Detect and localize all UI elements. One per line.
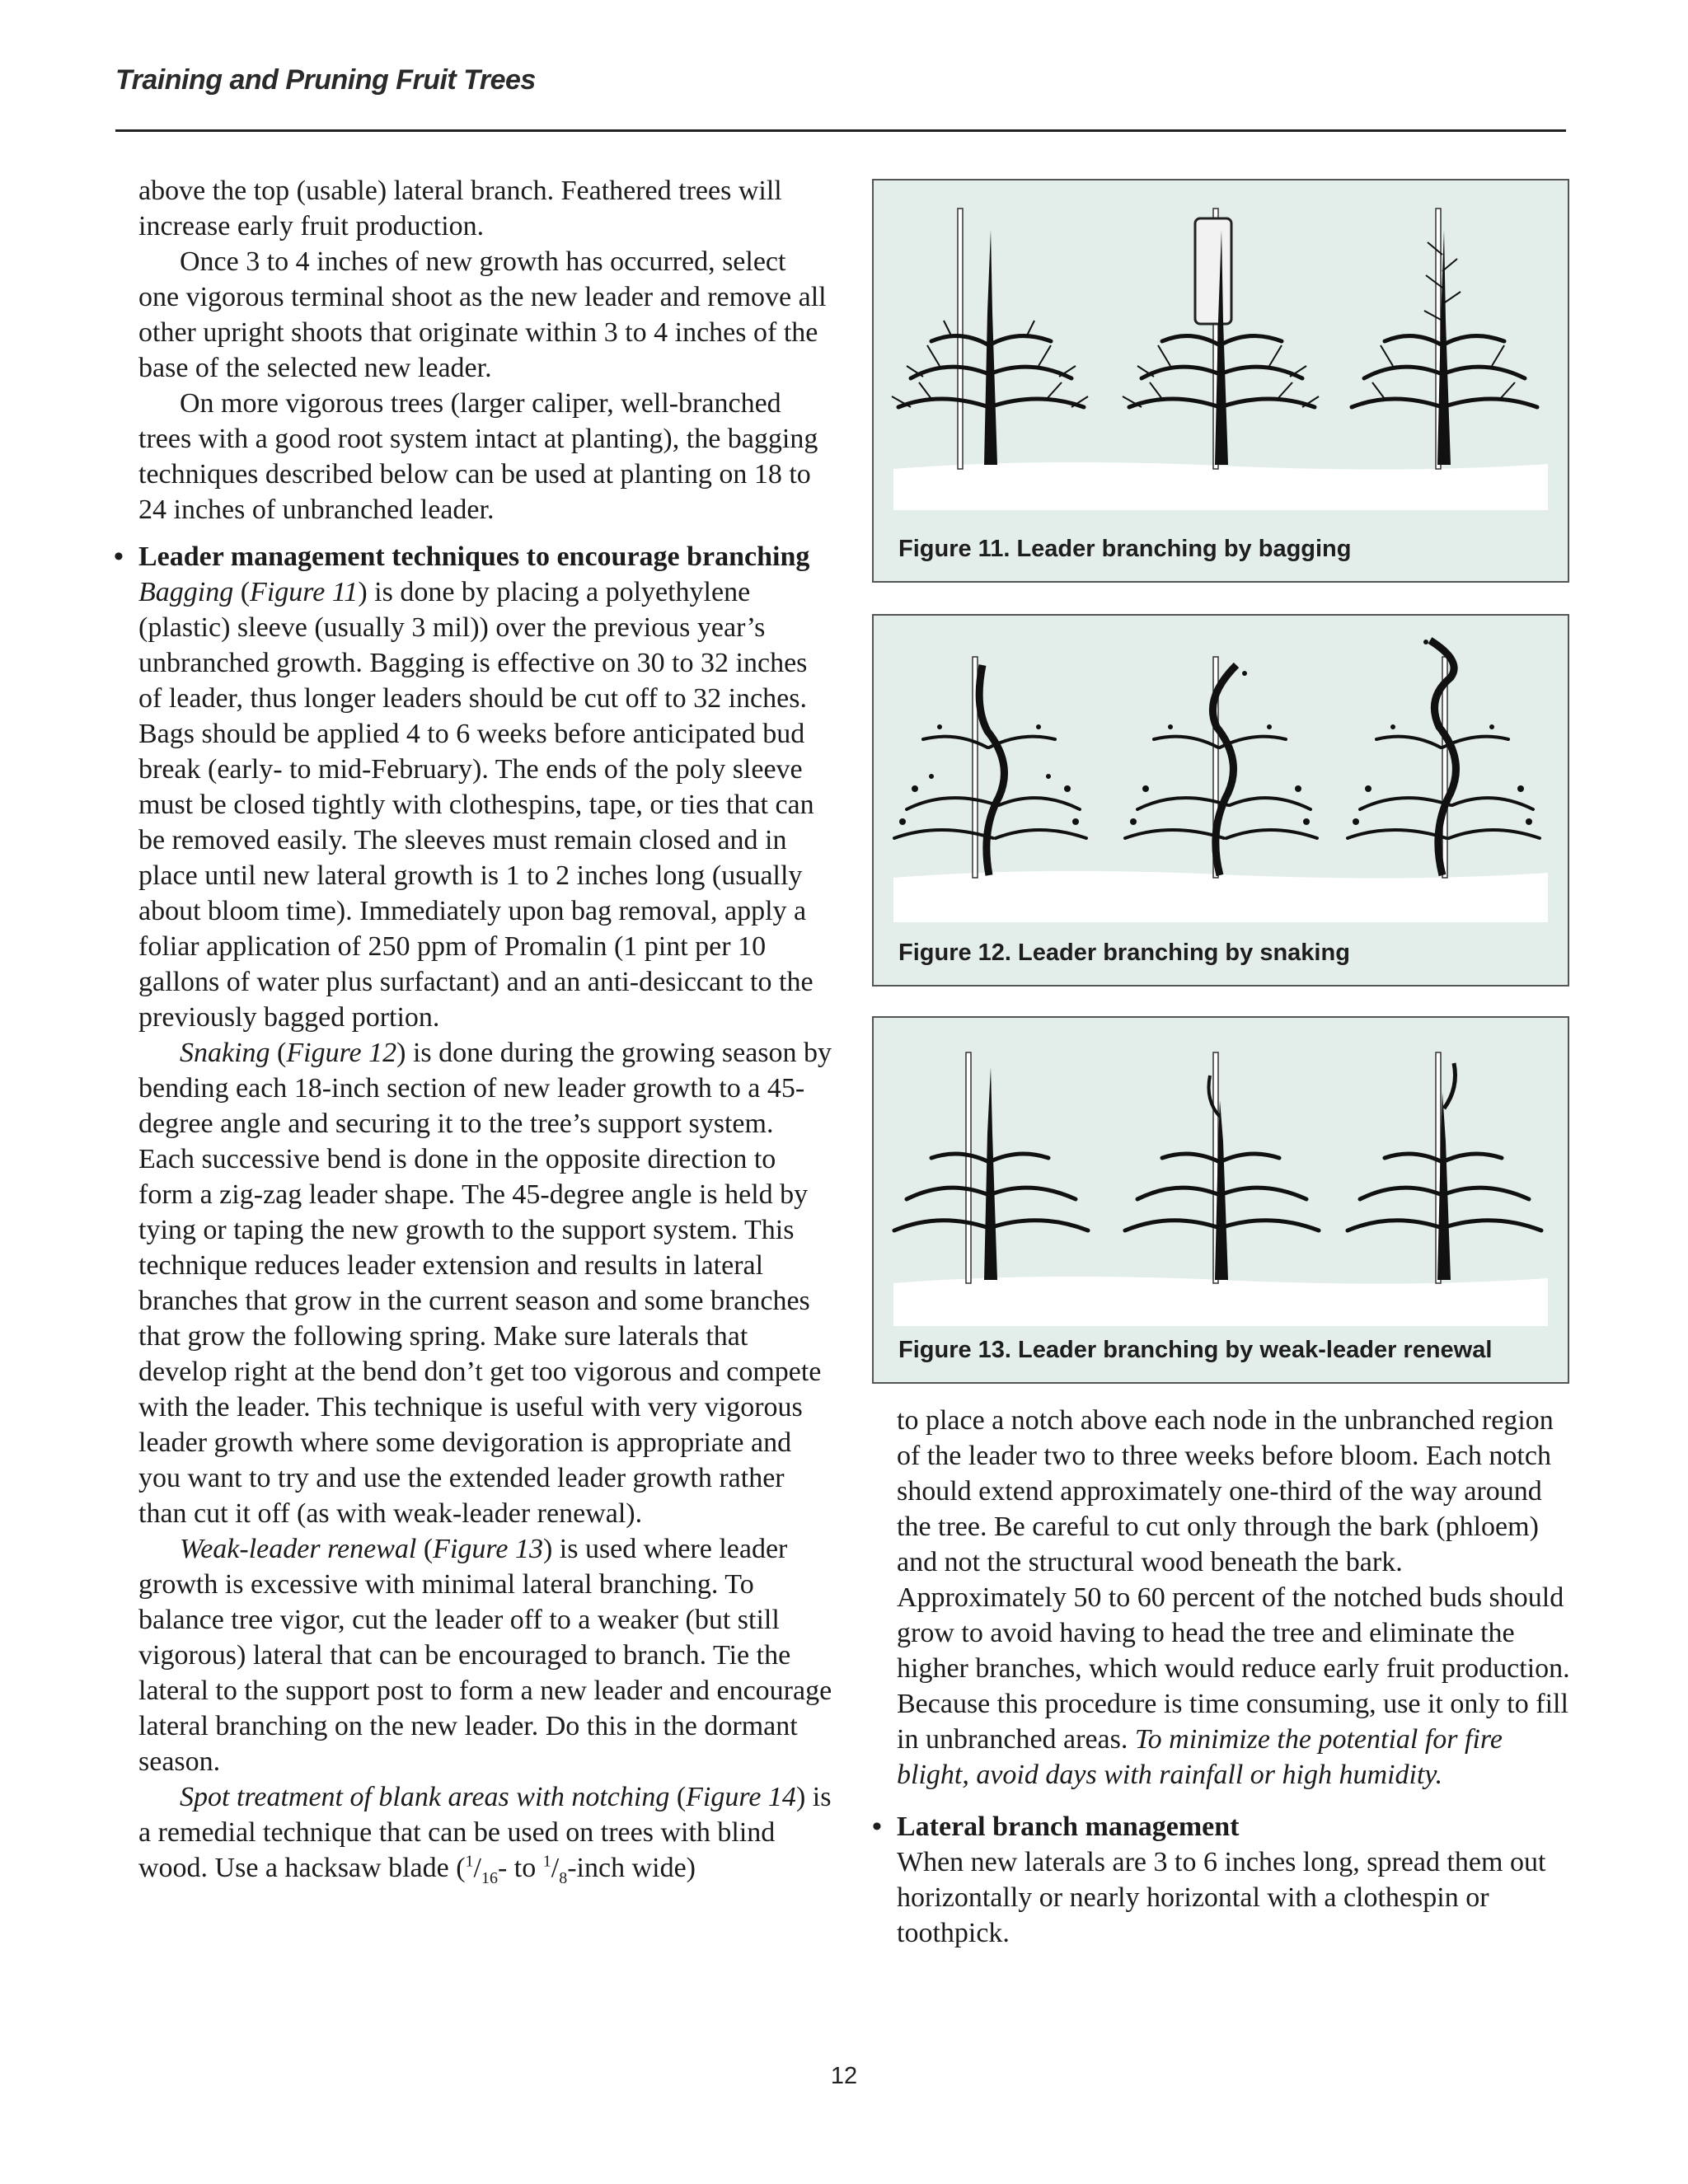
running-header: Training and Pruning Fruit Trees <box>115 64 536 96</box>
figure-13 <box>872 1016 1569 1384</box>
paragraph-text: ) is done by placing a polyethylene (plastic) sleeve (usually 3 mil)) over the previous year’s unbranched growth. Bagging is effective on 30 to 32 inches of leader, thus longer leaders should be cut off to 32 inches. Bags should be applied 4 to 6 weeks before anticipated bud break (early- to mid-February). The ends of the poly sleeve must be closed tightly with clothespins, tape, or ties that can be removed easily. The sleeves must remain closed and in place until new lateral growth is 1 to 2 inches long (usually about bloom time). Immediately upon bag removal, apply a foliar application of 250 ppm of Promalin (1 pint per 10 gallons of water plus surfactant) and an anti-desiccant to the previously bagged portion. <box>138 577 814 1033</box>
header-rule <box>115 129 1566 132</box>
frac-num: 1 <box>542 1852 551 1871</box>
paragraph-text: ) is used where leader growth is excessive with minimal lateral branching. To balance tree vigor, cut the leader off to a weaker (but still vigorous) lateral that can be encouraged to branch. Tie the lateral to the support post to form a new leader and encourage lateral branching on the new leader. Do this in the dormant season. <box>138 1534 832 1777</box>
paragraph-text: to place a notch above each node in the unbranched region of the leader two to three weeks before bloom. Each notch should extend approximately one-third of the way around the tree. Be careful to cut only through the bark (phloem) and not the structural wood beneath the bark. Approximately 50 to 60 percent of the notched buds should grow to avoid having to head the tree and eliminate the higher branches, which would reduce early fruit production. Because this procedure is time consuming, use it only to fill in unbranched areas. <box>897 1405 1570 1755</box>
frac-num: 1 <box>465 1852 474 1871</box>
paragraph-spot-treatment <box>138 1779 832 1886</box>
paragraph-snaking <box>138 1035 832 1531</box>
figure-ref: Figure 14 <box>686 1782 796 1812</box>
tree-2 <box>1123 209 1319 469</box>
term-bagging: Bagging <box>138 577 234 607</box>
paragraph-text: ) is done during the growing season by bending each 18-inch section of new leader growth to a 45-degree angle and securing it to the tree’s support system. Each successive bend is done in the opposite direction to form a zig-zag leader shape. The 45-degree angle is held by tying or taping the new growth to the support system. This technique reduces leader extension and results in lateral branches that grow in the current season and some branches that grow the following spring. Make sure laterals that develop right at the bend don’t get too vigorous and compete with the leader. This technique is useful with very vigorous leader growth where some devigoration is appropriate and you want to try and use the extended leader growth rather than cut it off (as with weak-leader renewal). <box>138 1038 832 1529</box>
ground <box>893 1277 1548 1326</box>
fraction-eighth: $^1/_8$ <box>542 1852 568 1887</box>
figure-13-illustration <box>874 1018 1568 1382</box>
tree-1 <box>894 657 1086 878</box>
paragraph-notching <box>897 1403 1573 1793</box>
paren: ( <box>233 577 251 607</box>
fire-blight-note: To minimize the potential for fire blight, avoid days with rainfall or high humidity. <box>897 1724 1503 1790</box>
bullet-icon: • <box>872 1811 882 1842</box>
figure-11-illustration <box>874 180 1568 581</box>
term-weak-leader-renewal: Weak-leader renewal <box>180 1534 417 1564</box>
bullet-text: Lateral branch management <box>897 1811 1240 1842</box>
paragraph-text: - to <box>497 1853 543 1883</box>
tree-3 <box>1348 640 1540 878</box>
tree-3 <box>1348 1052 1541 1283</box>
ground <box>893 871 1548 922</box>
fraction-sixteenth: $^1/_{16}$ <box>465 1852 498 1887</box>
bullet-icon: • <box>114 541 124 572</box>
paragraph-text: ) is a remedial technique that can be used on trees with blind wood. Use a hacksaw blade ( <box>138 1782 832 1883</box>
bullet-heading-leader-management <box>114 539 832 574</box>
figure-11 <box>872 179 1569 583</box>
poly-sleeve <box>1195 218 1231 324</box>
tree-1 <box>894 1052 1088 1283</box>
figure-ref: Figure 13 <box>433 1534 543 1564</box>
paren: ( <box>270 1038 287 1068</box>
right-column <box>872 1403 1573 1951</box>
paren: ( <box>669 1782 687 1812</box>
ground <box>893 462 1548 510</box>
figure-12 <box>872 614 1569 987</box>
tree-2 <box>1125 1052 1319 1283</box>
figure-caption: Figure 13. Leader branching by weak-leader renewal <box>898 1337 1493 1363</box>
bullet-heading-lateral-branch <box>872 1809 1573 1844</box>
paragraph-text: -inch wide) <box>567 1853 696 1883</box>
figure-caption: Figure 11. Leader branching by bagging <box>898 536 1352 562</box>
paragraph-bagging <box>138 574 832 1035</box>
tree-1 <box>892 209 1088 469</box>
page-number: 12 <box>830 2063 858 2089</box>
frac-den: 8 <box>559 1868 568 1887</box>
figure-12-illustration <box>874 616 1568 985</box>
paragraph: When new laterals are 3 to 6 inches long, spread them out horizontally or nearly horizontal with a clothespin or toothpick. <box>897 1847 1546 1948</box>
left-column <box>114 173 832 1887</box>
term-snaking: Snaking <box>180 1038 270 1068</box>
bullet-text: Leader management techniques to encourage branching <box>138 541 810 572</box>
paragraph: Once 3 to 4 inches of new growth has occurred, select one vigorous terminal shoot as the new leader and remove all other upright shoots that originate within 3 to 4 inches of the base of the selected new leader. <box>138 246 827 383</box>
paren: ( <box>416 1534 434 1564</box>
term-spot-treatment: Spot treatment of blank areas with notching <box>180 1782 670 1812</box>
frac-den: 16 <box>481 1868 498 1887</box>
paragraph: On more vigorous trees (larger caliper, well-branched trees with a good root system intact at planting), the bagging techniques described below can be used at planting on 18 to 24 inches of unbranched leader. <box>138 388 818 525</box>
figure-ref: Figure 11 <box>250 577 359 607</box>
figure-caption: Figure 12. Leader branching by snaking <box>898 940 1350 966</box>
figure-ref: Figure 12 <box>286 1038 397 1068</box>
tree-2 <box>1125 657 1317 878</box>
tree-3 <box>1352 209 1537 469</box>
paragraph: above the top (usable) lateral branch. Feathered trees will increase early fruit production. <box>138 176 782 241</box>
paragraph-weak-leader <box>138 1531 832 1779</box>
